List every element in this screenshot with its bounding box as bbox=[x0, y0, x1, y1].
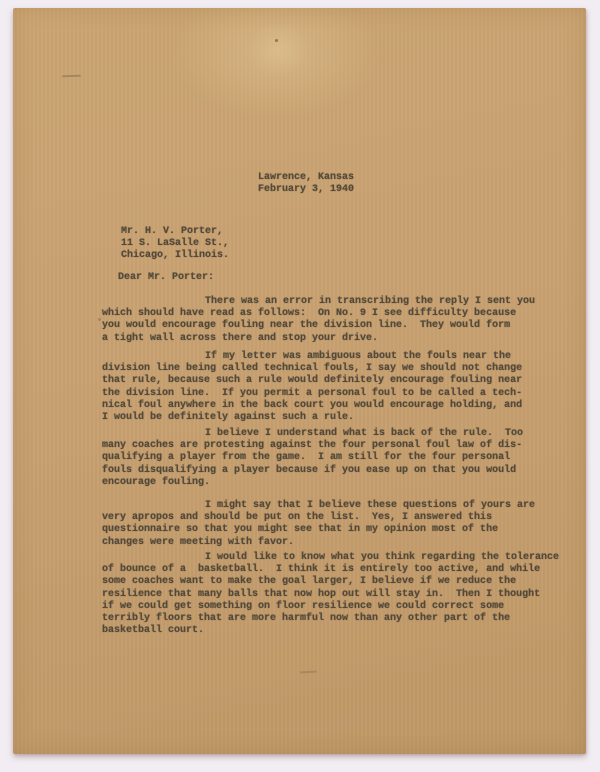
typed-line: very apropos and should be put on the list. Yes, I answered this bbox=[102, 512, 493, 524]
paper-stain bbox=[248, 23, 310, 75]
paper-speck bbox=[275, 39, 278, 42]
typed-line: many coaches are protesting against the four personal foul law of dis- bbox=[102, 440, 523, 452]
typed-line: you would encourage fouling near the division line. They would form bbox=[102, 320, 511, 332]
body-paragraph-1 bbox=[102, 296, 535, 345]
body-paragraph-5 bbox=[102, 552, 559, 637]
typed-line: if we could get something on floor resilience we could correct some bbox=[102, 600, 505, 612]
body-paragraph-2 bbox=[102, 351, 522, 424]
typed-line: 11 S. LaSalle St., bbox=[121, 238, 230, 250]
paper-speck bbox=[98, 318, 101, 321]
letter-paper bbox=[13, 8, 586, 754]
typed-line: qualifying a player from the game. I am still for the four personal bbox=[102, 452, 511, 464]
typed-line: I would like to know what you think regarding the tolerance bbox=[205, 552, 560, 563]
typed-line: division line being called technical fouls, I say we should not change bbox=[102, 363, 523, 375]
paper-scratch bbox=[62, 75, 81, 77]
typed-line: I might say that I believe these questions of yours are bbox=[205, 500, 536, 511]
typed-line: nical foul anywhere in the back court you would encourage holding, and bbox=[102, 399, 523, 411]
typed-line: Chicago, Illinois. bbox=[121, 250, 230, 262]
typed-line: fouls disqualifying a player because if you ease up on that you would bbox=[102, 464, 517, 476]
typed-line: which should have read as follows: On No. 9 I see difficulty because bbox=[102, 308, 517, 320]
typed-line: that rule, because such a rule would definitely encourage fouling near bbox=[102, 375, 523, 387]
typed-line: I believe I understand what is back of the rule. Too bbox=[205, 428, 524, 439]
typed-line: the division line. If you permit a personal foul to be called a tech- bbox=[102, 387, 523, 399]
typed-line: I would be definitely against such a rule. bbox=[102, 412, 355, 424]
typed-line: Mr. H. V. Porter, bbox=[121, 226, 224, 237]
body-paragraph-4 bbox=[102, 500, 535, 549]
typed-line: resilience that many balls that now hop out will stay in. Then I thought bbox=[102, 588, 541, 600]
dateline bbox=[258, 172, 354, 196]
salutation-text: Dear Mr. Porter: bbox=[118, 272, 215, 283]
typed-line: There was an error in transcribing the reply I sent you bbox=[205, 296, 536, 307]
typed-line: changes were meeting with favor. bbox=[102, 536, 295, 548]
body-paragraph-3 bbox=[102, 428, 523, 489]
typed-line: basketball court. bbox=[102, 625, 205, 637]
typed-line: a tight wall across there and stop your drive. bbox=[102, 332, 379, 344]
paper-smudge bbox=[300, 671, 317, 674]
typed-line: If my letter was ambiguous about the fouls near the bbox=[205, 351, 512, 362]
typed-line: Lawrence, Kansas bbox=[258, 172, 355, 183]
typed-line: encourage fouling. bbox=[102, 476, 211, 488]
typed-line: terribly floors that are more harmful now than any other part of the bbox=[102, 613, 511, 625]
typed-line: of bounce of a basketball. I think it is entirely too active, and while bbox=[102, 564, 541, 576]
typed-line: February 3, 1940 bbox=[258, 184, 355, 196]
recipient-address bbox=[121, 226, 229, 263]
typed-line: some coaches want to make the goal larger, I believe if we reduce the bbox=[102, 576, 517, 588]
salutation bbox=[118, 272, 214, 284]
typed-line: questionnaire so that you might see that in my opinion most of the bbox=[102, 524, 499, 536]
